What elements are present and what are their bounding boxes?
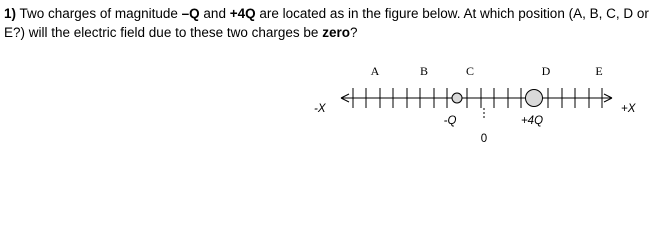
axis-left-arrow-lower xyxy=(341,98,349,102)
position-label-e: E xyxy=(595,64,603,78)
positive-charge-text: +4Q xyxy=(229,6,256,21)
axis-right-arrow-upper xyxy=(604,94,612,98)
position-label-c: C xyxy=(465,64,475,78)
zero-emphasis: zero xyxy=(322,25,350,40)
question-text-part2: are located as in the figure below. At which position (A, B, C, D or E?) will the electric field due to these two charges be xyxy=(4,6,649,40)
position-label-d: D xyxy=(541,64,551,78)
negative-charge-dot xyxy=(452,93,462,103)
question-mark: ? xyxy=(349,25,358,40)
axis-left-arrow-upper xyxy=(341,94,349,98)
negative-charge-text: –Q xyxy=(181,6,200,21)
axis-right-arrow-lower xyxy=(604,98,612,102)
origin-label: 0 xyxy=(480,133,488,145)
positive-charge-dot xyxy=(526,90,543,107)
axis-left-label: -X xyxy=(314,103,326,115)
question-number: 1) xyxy=(4,6,17,21)
negative-charge-label: -Q xyxy=(443,115,457,127)
position-label-b: B xyxy=(419,64,429,78)
question-text-and: and xyxy=(203,6,226,21)
position-label-a: A xyxy=(370,64,380,78)
positive-charge-label: +4Q xyxy=(520,115,544,127)
question-text-part1: Two charges of magnitude xyxy=(19,6,178,21)
axis-right-label: +X xyxy=(621,103,636,115)
